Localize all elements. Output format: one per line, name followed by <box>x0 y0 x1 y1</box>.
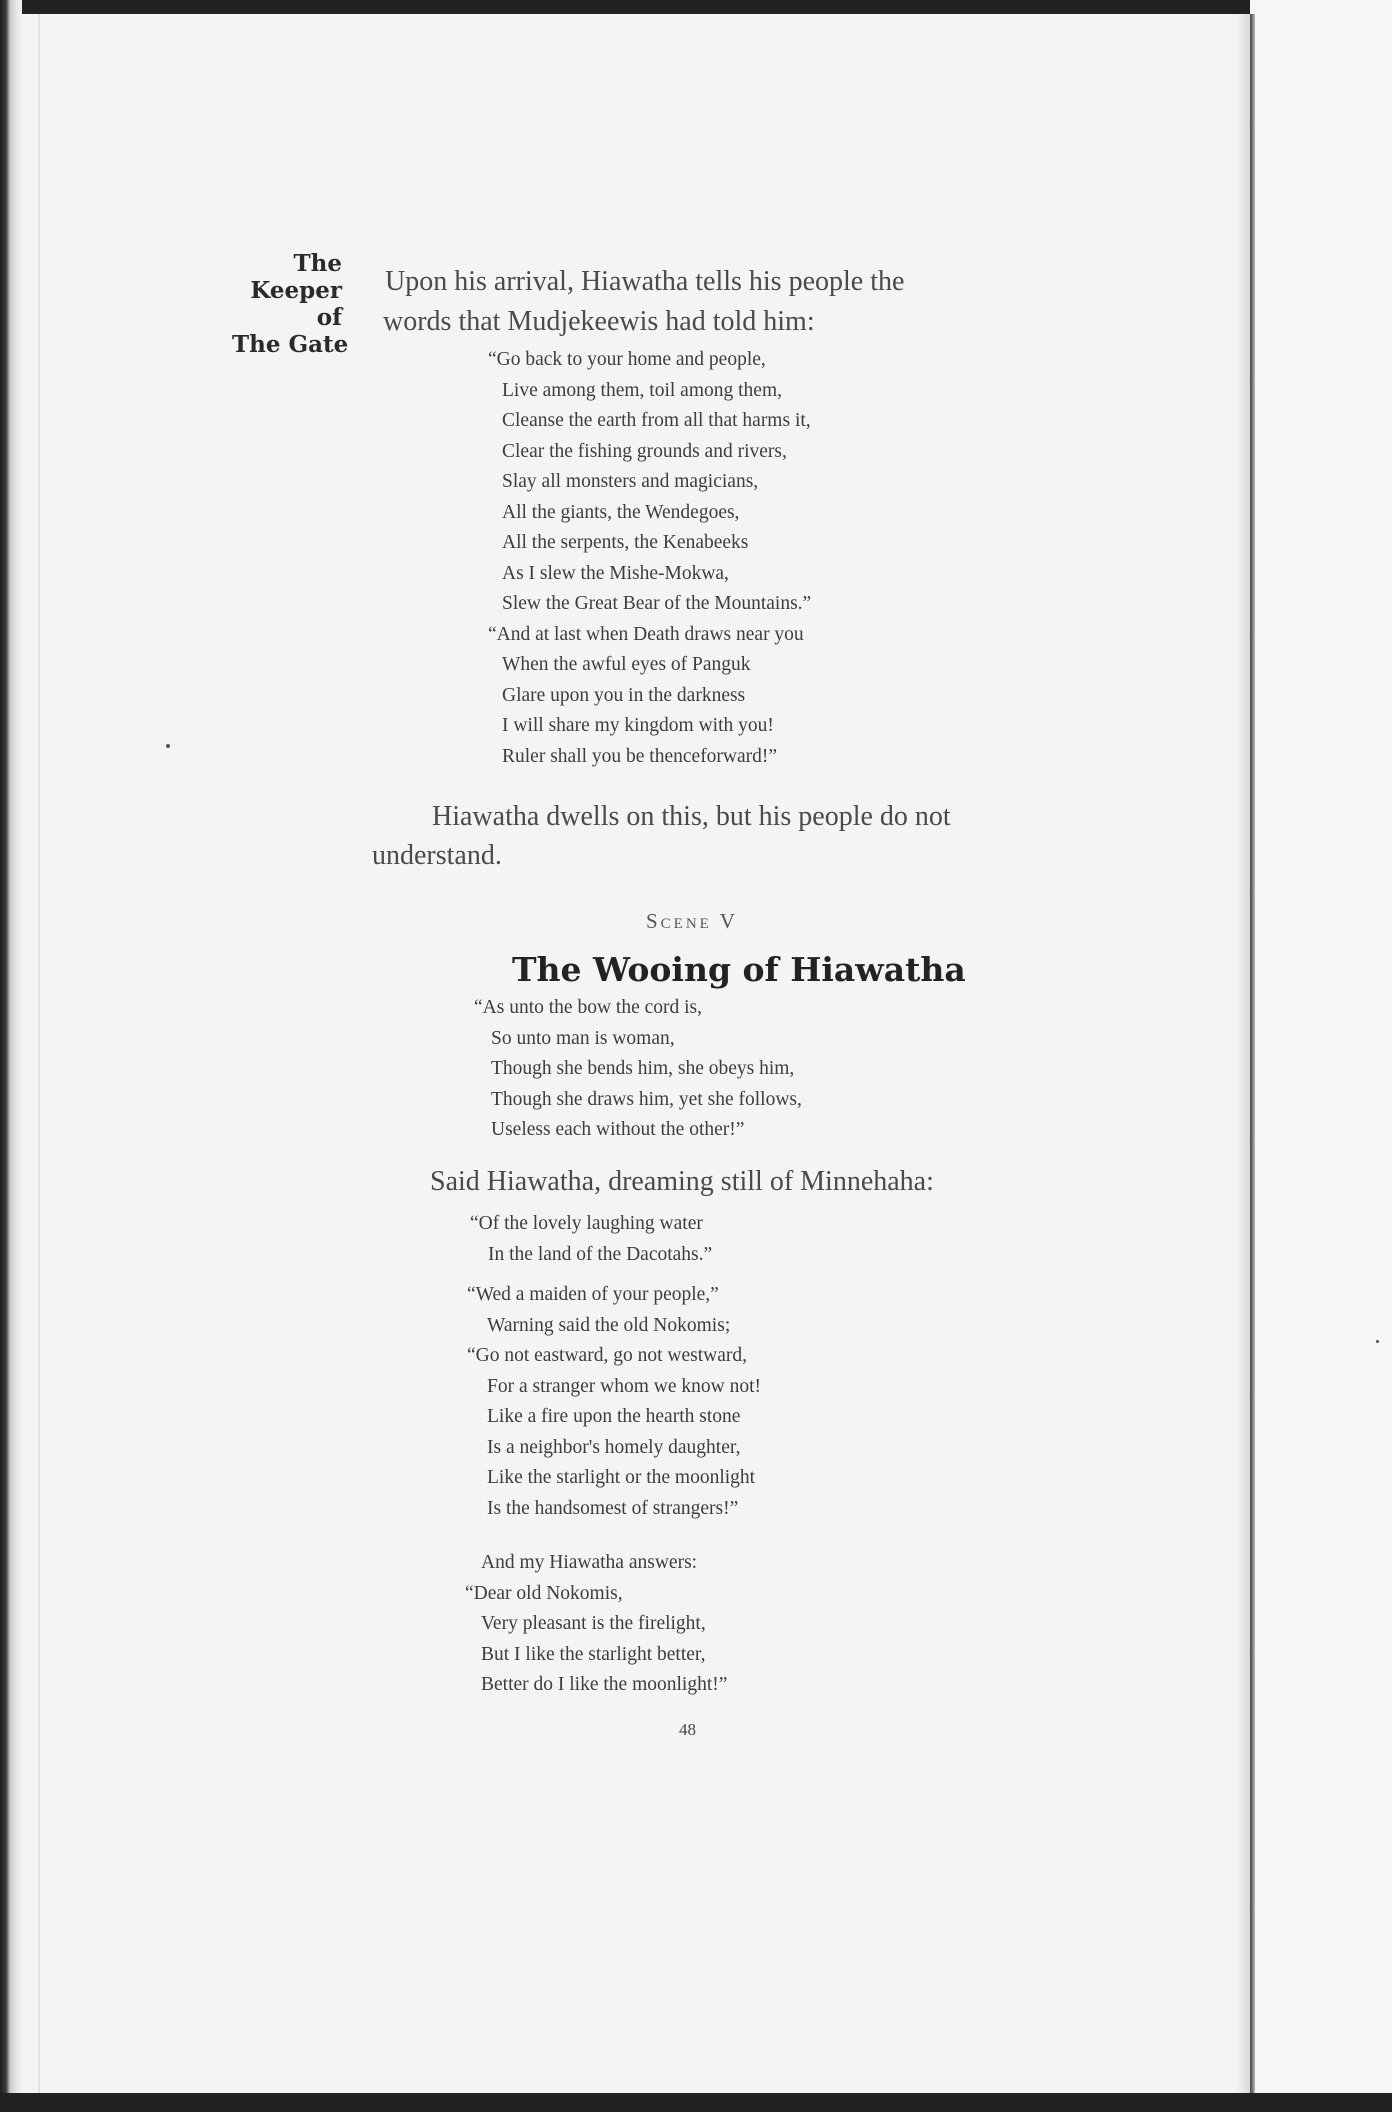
scene-label: Scene V <box>646 909 738 933</box>
verse-line: In the land of the Dacotahs.” <box>488 1243 713 1265</box>
running-head-line: of <box>316 304 342 331</box>
verse-line: For a stranger whom we know not! <box>487 1375 762 1397</box>
verse-laughing-water <box>470 1209 712 1270</box>
verse-line: Live among them, toil among them, <box>502 379 782 401</box>
scan-top-edge <box>0 0 1392 14</box>
verse-line: Slay all monsters and magicians, <box>502 471 759 492</box>
verse-line: And my Hiawatha answers: <box>481 1552 698 1573</box>
verse-line: When the awful eyes of Panguk <box>502 654 751 675</box>
verse-bow-cord <box>474 993 802 1146</box>
said-hiawatha-line: Said Hiawatha, dreaming still of Minnehaha: <box>430 1166 934 1197</box>
running-head <box>232 250 349 358</box>
verse-line: But I like the starlight better, <box>481 1643 706 1665</box>
left-page-line <box>38 14 40 2093</box>
scan-speck <box>1376 1340 1379 1343</box>
verse-line: Glare upon you in the darkness <box>502 684 746 706</box>
verse-line: Cleanse the earth from all that harms it, <box>502 410 811 431</box>
left-binding-edge <box>0 0 22 2112</box>
verse-line: Is a neighbor's homely daughter, <box>487 1436 741 1458</box>
verse-line: Though she draws him, yet she follows, <box>491 1088 802 1110</box>
verse-line: Useless each without the other!” <box>491 1119 745 1140</box>
verse-line: Like a fire upon the hearth stone <box>487 1406 741 1427</box>
verse-line: Clear the fishing grounds and rivers, <box>502 440 787 462</box>
verse-line: Ruler shall you be thenceforward!” <box>502 745 778 767</box>
verse-mudjekeewis <box>488 345 811 772</box>
scene-title: The Wooing of Hiawatha <box>512 950 966 989</box>
running-head-line: The <box>293 250 342 277</box>
verse-line: All the giants, the Wendegoes, <box>502 501 740 523</box>
verse-line: Slew the Great Bear of the Mountains.” <box>502 593 812 614</box>
verse-nokomis-warning <box>467 1280 761 1524</box>
intro-line-1: Upon his arrival, Hiawatha tells his people the <box>385 266 905 297</box>
verse-line: Though she bends him, she obeys him, <box>491 1058 795 1079</box>
verse-line: As I slew the Mishe-Mokwa, <box>502 562 729 584</box>
verse-hiawatha-answers <box>465 1548 727 1701</box>
verse-line: Like the starlight or the moonlight <box>487 1467 756 1488</box>
verse-line: Better do I like the moonlight!” <box>481 1674 728 1695</box>
verse-line: “Go not eastward, go not westward, <box>467 1345 747 1366</box>
page-number: 48 <box>679 1720 696 1739</box>
verse-line: “Go back to your home and people, <box>488 349 766 370</box>
verse-line: All the serpents, the Kenabeeks <box>502 532 749 553</box>
scan-speck <box>166 744 170 748</box>
dwells-line-1: Hiawatha dwells on this, but his people do not <box>432 801 951 832</box>
verse-line: So unto man is woman, <box>491 1027 675 1049</box>
verse-line: I will share my kingdom with you! <box>502 715 774 736</box>
verse-line: “And at last when Death draws near you <box>488 623 804 645</box>
running-head-line: Keeper <box>250 277 342 304</box>
verse-line: “Dear old Nokomis, <box>465 1582 623 1604</box>
facing-page-edge <box>1250 0 1392 2112</box>
intro-line-2: words that Mudjekeewis had told him: <box>383 306 815 337</box>
page-gutter <box>1250 14 1255 2093</box>
gutter-shadow <box>1238 14 1250 2093</box>
verse-line: Very pleasant is the firelight, <box>481 1613 706 1634</box>
verse-line: Warning said the old Nokomis; <box>487 1314 731 1336</box>
scan-bottom-edge <box>0 2093 1392 2112</box>
verse-line: Is the handsomest of strangers!” <box>487 1497 739 1519</box>
running-head-line: The Gate <box>232 331 349 358</box>
verse-line: “Of the lovely laughing water <box>470 1213 703 1234</box>
verse-line: “As unto the bow the cord is, <box>474 997 703 1018</box>
dwells-line-2: understand. <box>372 840 502 871</box>
verse-line: “Wed a maiden of your people,” <box>467 1284 719 1305</box>
